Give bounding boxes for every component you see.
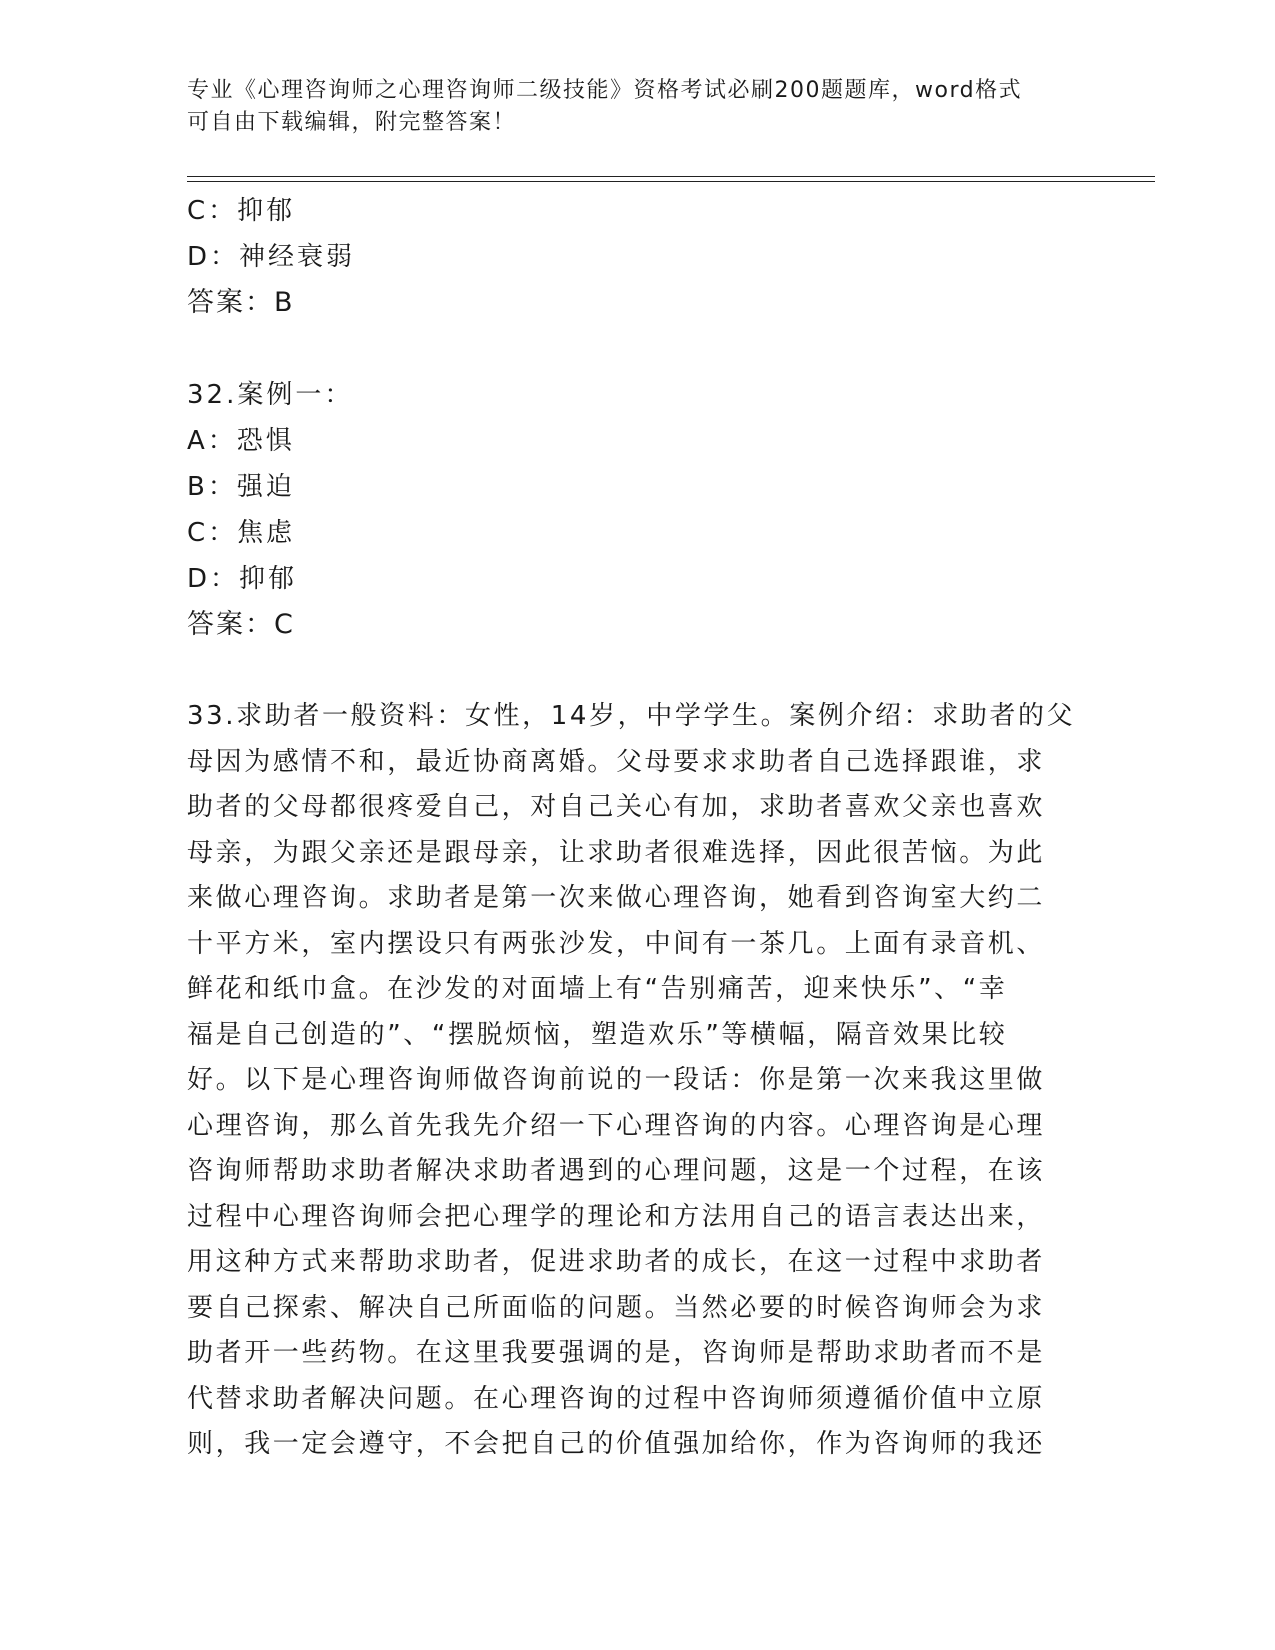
- paragraph-line: 则，我一定会遵守，不会把自己的价值强加给你，作为咨询师的我还: [187, 1429, 1046, 1459]
- header-line-2: 可自由下载编辑，附完整答案！: [187, 110, 517, 135]
- answer-line: 答案：C: [187, 609, 295, 640]
- option-d: D：抑郁: [187, 564, 298, 594]
- question-title: 32.案例一：: [187, 380, 354, 410]
- paragraph-line: 助者的父母都很疼爱自己，对自己关心有加，求助者喜欢父亲也喜欢: [187, 792, 1046, 822]
- spacer: [187, 326, 1087, 372]
- paragraph-line: 代替求助者解决问题。在心理咨询的过程中咨询师须遵循价值中立原: [187, 1383, 1046, 1414]
- paragraph-line: 母亲，为跟父亲还是跟母亲，让求助者很难选择，因此很苦恼。为此: [187, 837, 1046, 868]
- header-divider-bottom: [187, 181, 1155, 182]
- paragraph-line: 过程中心理咨询师会把心理学的理论和方法用自己的语言表达出来，: [187, 1201, 1046, 1232]
- paragraph-line: 福是自己创造的”、“摆脱烦恼，塑造欢乐”等横幅，隔音效果比较: [187, 1019, 1008, 1050]
- paragraph-line: 用这种方式来帮助求助者，促进求助者的成长，在这一过程中求助者: [187, 1247, 1046, 1277]
- question-32: [187, 372, 1087, 648]
- paragraph-line: 母因为感情不和，最近协商离婚。父母要求求助者自己选择跟谁，求: [187, 746, 1046, 777]
- option-b: B：强迫: [187, 472, 295, 502]
- paragraph-line: 来做心理咨询。求助者是第一次来做心理咨询，她看到咨询室大约二: [187, 883, 1046, 913]
- paragraph-line: 鲜花和纸巾盒。在沙发的对面墙上有“告别痛苦，迎来快乐”、“幸: [187, 974, 1008, 1004]
- document-header: [187, 75, 1087, 139]
- paragraph-line: 要自己探索、解决自己所面临的问题。当然必要的时候咨询师会为求: [187, 1292, 1046, 1323]
- option-a: A：恐惧: [187, 426, 295, 456]
- document-body: [187, 188, 1087, 1468]
- paragraph-line: 33.求助者一般资料：女性，14岁，中学学生。案例介绍：求助者的父: [187, 701, 1076, 731]
- paragraph-line: 心理咨询，那么首先我先介绍一下心理咨询的内容。心理咨询是心理: [187, 1110, 1046, 1141]
- option-c: C：焦虑: [187, 518, 296, 548]
- option-c: C：抑郁: [187, 196, 296, 226]
- question-31-tail: [187, 188, 1087, 326]
- spacer: [187, 648, 1087, 694]
- paragraph-line: 咨询师帮助求助者解决求助者遇到的心理问题，这是一个过程，在该: [187, 1156, 1046, 1186]
- answer-line: 答案：B: [187, 287, 295, 318]
- option-d: D：神经衰弱: [187, 242, 356, 272]
- question-33-text: [187, 694, 1087, 1468]
- paragraph-line: 好。以下是心理咨询师做咨询前说的一段话：你是第一次来我这里做: [187, 1065, 1046, 1095]
- header-line-1: 专业《心理咨询师之心理咨询师二级技能》资格考试必刷200题题库，word格式: [187, 78, 1023, 103]
- paragraph-line: 十平方米，室内摆设只有两张沙发，中间有一茶几。上面有录音机、: [187, 928, 1046, 959]
- paragraph-line: 助者开一些药物。在这里我要强调的是，咨询师是帮助求助者而不是: [187, 1338, 1046, 1368]
- header-divider-top: [187, 176, 1155, 177]
